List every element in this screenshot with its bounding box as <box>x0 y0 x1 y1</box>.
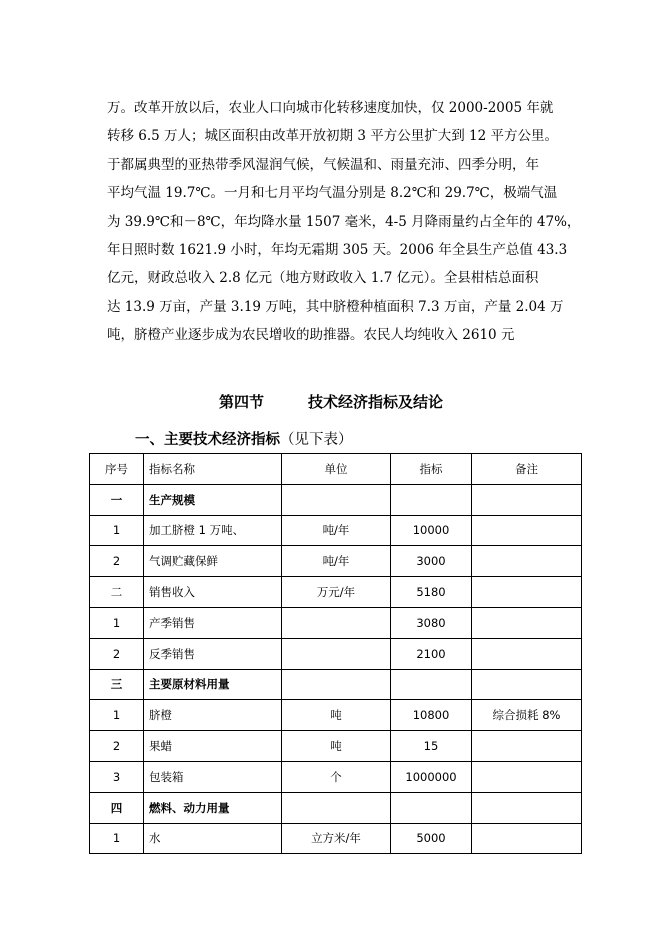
row-note <box>472 484 582 515</box>
row-name: 主要原材料用量 <box>144 669 282 700</box>
row-note: 综合损耗 8% <box>472 700 582 731</box>
header-unit: 单位 <box>282 454 391 485</box>
row-no: 一 <box>90 484 144 515</box>
row-name: 燃料、动力用量 <box>144 792 282 823</box>
row-name: 果蜡 <box>144 731 282 762</box>
row-unit: 吨/年 <box>282 546 391 577</box>
row-no: 2 <box>90 638 144 669</box>
row-name: 包装箱 <box>144 761 282 792</box>
row-value: 1000000 <box>391 761 472 792</box>
row-no: 四 <box>90 792 144 823</box>
row-no: 2 <box>90 731 144 762</box>
row-no: 二 <box>90 577 144 608</box>
table-row <box>90 792 582 823</box>
row-unit <box>282 484 391 515</box>
row-note <box>472 607 582 638</box>
paragraph-line: 吨，脐橙产业逐步成为农民增收的助推器。农民人均纯收入 2610 元 <box>107 327 515 344</box>
row-no: 2 <box>90 546 144 577</box>
row-unit: 吨 <box>282 700 391 731</box>
row-unit <box>282 792 391 823</box>
paragraph-line: 年日照时数 1621.9 小时，年均无霜期 305 天。2006 年全县生产总值 43.3 <box>107 242 568 259</box>
row-unit <box>282 607 391 638</box>
row-name: 生产规模 <box>144 484 282 515</box>
row-value: 10800 <box>391 700 472 731</box>
row-no: 1 <box>90 823 144 854</box>
row-no: 1 <box>90 607 144 638</box>
paragraph-line: 万。改革开放以后，农业人口向城市化转移速度加快，仅 2000-2005 年就 <box>107 100 554 116</box>
row-no: 3 <box>90 761 144 792</box>
paragraph-line: 为 39.9℃和－8℃，年均降水量 1507 毫米，4-5 月降雨量约占全年的 47%， <box>107 213 581 230</box>
header-note: 备注 <box>472 454 582 485</box>
row-unit: 立方米/年 <box>282 823 391 854</box>
row-no: 1 <box>90 515 144 546</box>
row-value: 3080 <box>391 607 472 638</box>
paragraph-line: 达 13.9 万亩，产量 3.19 万吨，其中脐橙种植面积 7.3 万亩，产量 2.04 万 <box>107 298 564 315</box>
table-row <box>90 638 582 669</box>
row-value: 3000 <box>391 546 472 577</box>
indicator-table <box>89 453 582 854</box>
row-unit <box>282 669 391 700</box>
row-note <box>472 792 582 823</box>
table-row <box>90 607 582 638</box>
row-unit: 万元/年 <box>282 577 391 608</box>
header-value: 指标 <box>391 454 472 485</box>
sub-heading-text: 一、主要技术经济指标 <box>135 432 280 448</box>
section-title <box>0 391 662 412</box>
table-row <box>90 669 582 700</box>
paragraph-line: 平均气温 19.7℃。一月和七月平均气温分别是 8.2℃和 29.7℃，极端气温 <box>107 185 558 202</box>
paragraph-line: 转移 6.5 万人；城区面积由改革开放初期 3 平方公里扩大到 12 平方公里。 <box>107 128 558 145</box>
table-row <box>90 515 582 546</box>
table-row <box>90 484 582 515</box>
table-row <box>90 546 582 577</box>
header-no: 序号 <box>90 454 144 485</box>
table-header-row <box>90 454 582 485</box>
row-note <box>472 669 582 700</box>
row-no: 1 <box>90 700 144 731</box>
row-note <box>472 515 582 546</box>
row-note <box>472 731 582 762</box>
row-note <box>472 761 582 792</box>
row-unit: 吨/年 <box>282 515 391 546</box>
row-unit: 个 <box>282 761 391 792</box>
row-name: 销售收入 <box>144 577 282 608</box>
table-row <box>90 761 582 792</box>
table-row <box>90 577 582 608</box>
row-unit: 吨 <box>282 731 391 762</box>
row-note <box>472 823 582 854</box>
row-unit <box>282 638 391 669</box>
row-note <box>472 546 582 577</box>
row-value: 2100 <box>391 638 472 669</box>
row-value: 10000 <box>391 515 472 546</box>
sub-heading <box>135 428 353 449</box>
body-paragraph <box>107 94 612 350</box>
row-note <box>472 638 582 669</box>
row-value <box>391 669 472 700</box>
row-value: 5000 <box>391 823 472 854</box>
table-row <box>90 700 582 731</box>
section-number: 第四节 <box>218 393 264 411</box>
row-name: 产季销售 <box>144 607 282 638</box>
row-no: 三 <box>90 669 144 700</box>
paragraph-line: 亿元，财政总收入 2.8 亿元（地方财政收入 1.7 亿元）。全县柑桔总面积 <box>107 270 539 287</box>
row-value <box>391 792 472 823</box>
table-row <box>90 823 582 854</box>
section-heading: 技术经济指标及结论 <box>308 393 444 411</box>
row-name: 加工脐橙 1 万吨、 <box>144 515 282 546</box>
row-name: 水 <box>144 823 282 854</box>
row-name: 气调贮藏保鲜 <box>144 546 282 577</box>
row-note <box>472 577 582 608</box>
sub-heading-note: （见下表） <box>280 432 353 448</box>
row-name: 反季销售 <box>144 638 282 669</box>
row-value: 15 <box>391 731 472 762</box>
header-name: 指标名称 <box>144 454 282 485</box>
row-value <box>391 484 472 515</box>
paragraph-line: 于都属典型的亚热带季风湿润气候，气候温和、雨量充沛、四季分明，年 <box>107 156 539 173</box>
table-row <box>90 731 582 762</box>
row-name: 脐橙 <box>144 700 282 731</box>
row-value: 5180 <box>391 577 472 608</box>
